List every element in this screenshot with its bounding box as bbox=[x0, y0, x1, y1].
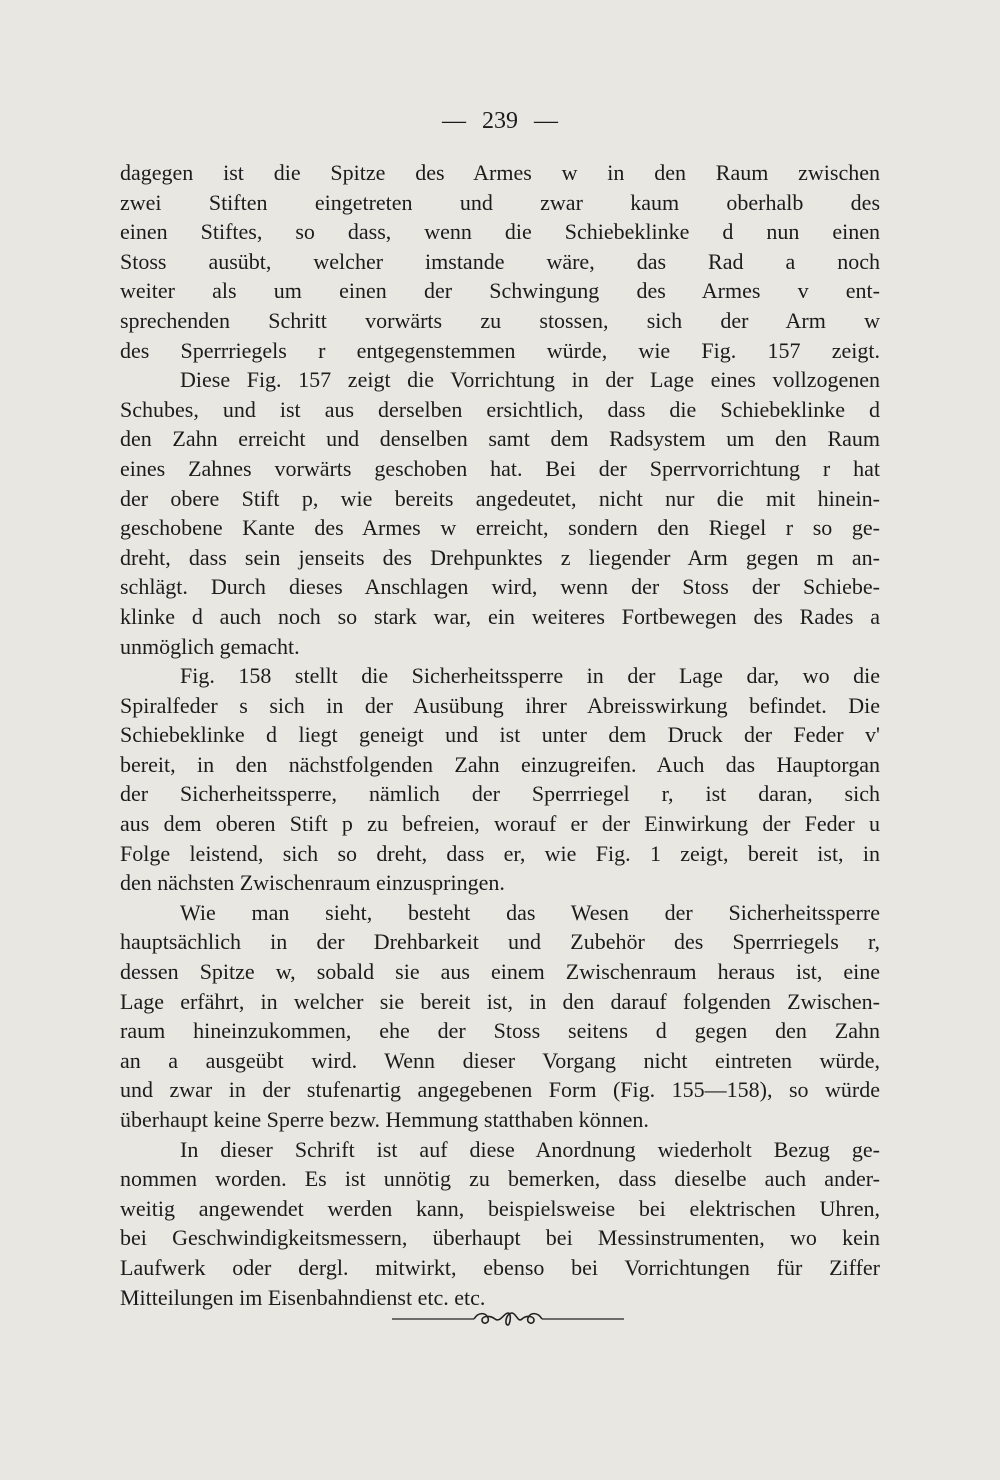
text-line: den nächsten Zwischenraum einzuspringen. bbox=[120, 870, 505, 896]
paragraph bbox=[120, 158, 880, 365]
text-line: Schubes, und ist aus derselben ersichtlich, dass die Schiebeklinke d bbox=[120, 396, 880, 422]
text-line: Folge leistend, sich so dreht, dass er, wie Fig. 1 zeigt, bereit ist, in bbox=[120, 840, 880, 866]
text-line: Schiebeklinke d liegt geneigt und ist unter dem Druck der Feder v' bbox=[120, 722, 880, 748]
text-line: den Zahn erreicht und denselben samt dem Radsystem um den Raum bbox=[120, 426, 880, 452]
text-line: Wie man sieht, besteht das Wesen der Sicherheitssperre bbox=[180, 899, 880, 925]
text-line: nommen worden. Es ist unnötig zu bemerken, dass dieselbe auch ander- bbox=[120, 1166, 880, 1192]
text-line: Spiralfeder s sich in der Ausübung ihrer Abreisswirkung befindet. Die bbox=[120, 692, 880, 718]
text-line: Fig. 158 stellt die Sicherheitssperre in der Lage dar, wo die bbox=[180, 663, 880, 689]
text-line: schlägt. Durch dieses Anschlagen wird, wenn der Stoss der Schiebe- bbox=[120, 574, 880, 600]
text-line: überhaupt keine Sperre bezw. Hemmung statthaben können. bbox=[120, 1107, 649, 1132]
text-line: klinke d auch noch so stark war, ein weiteres Fortbewegen des Rades a bbox=[120, 603, 880, 629]
paragraph bbox=[120, 661, 880, 898]
page-number: — 239 — bbox=[442, 108, 558, 134]
text-line: dreht, dass sein jenseits des Drehpunktes z liegender Arm gegen m an- bbox=[120, 544, 880, 570]
paragraph bbox=[120, 365, 880, 661]
text-line: weitig angewendet werden kann, beispielsweise bei elektrischen Uhren, bbox=[120, 1195, 880, 1221]
text-line: Stoss ausübt, welcher imstande wäre, das Rad a noch bbox=[120, 248, 880, 274]
text-line: unmöglich gemacht. bbox=[120, 633, 300, 659]
text-line: raum hineinzukommen, ehe der Stoss seitens d gegen den Zahn bbox=[120, 1018, 880, 1044]
text-line: Laufwerk oder dergl. mitwirkt, ebenso bei Vorrichtungen für Ziffer bbox=[120, 1254, 880, 1280]
text-line: zwei Stiften eingetreten und zwar kaum oberhalb des bbox=[120, 189, 880, 215]
text-line: der obere Stift p, wie bereits angedeutet, nicht nur die mit hinein- bbox=[120, 485, 880, 511]
text-line: und zwar in der stufenartig angegebenen Form (Fig. 155—158), so würde bbox=[120, 1077, 880, 1103]
text-line: bereit, in den nächstfolgenden Zahn einzugreifen. Auch das Hauptorgan bbox=[120, 751, 880, 777]
flourish-divider-icon bbox=[392, 1308, 624, 1330]
text-line: weiter als um einen der Schwingung des Armes v ent- bbox=[120, 278, 880, 304]
text-line: dessen Spitze w, sobald sie aus einem Zwischenraum heraus ist, eine bbox=[120, 959, 880, 985]
body-text bbox=[120, 158, 880, 1312]
text-line: sprechenden Schritt vorwärts zu stossen, sich der Arm w bbox=[120, 307, 880, 333]
text-line: Mitteilungen im Eisenbahndienst etc. etc. bbox=[120, 1284, 486, 1310]
text-line: bei Geschwindigkeitsmessern, überhaupt bei Messinstrumenten, wo kein bbox=[120, 1225, 880, 1251]
text-line: In dieser Schrift ist auf diese Anordnung wiederholt Bezug ge- bbox=[180, 1136, 880, 1162]
text-line: Lage erfährt, in welcher sie bereit ist, in den darauf folgenden Zwischen- bbox=[120, 988, 880, 1014]
text-line: hauptsächlich in der Drehbarkeit und Zubehör des Sperrriegels r, bbox=[120, 929, 880, 955]
text-line: aus dem oberen Stift p zu befreien, worauf er der Einwirkung der Feder u bbox=[120, 811, 880, 837]
text-line: geschobene Kante des Armes w erreicht, sondern den Riegel r so ge- bbox=[120, 515, 880, 541]
text-line: der Sicherheitssperre, nämlich der Sperrriegel r, ist daran, sich bbox=[120, 781, 880, 807]
text-line: eines Zahnes vorwärts geschoben hat. Bei der Sperrvorrichtung r hat bbox=[120, 455, 880, 481]
text-line: einen Stiftes, so dass, wenn die Schiebeklinke d nun einen bbox=[120, 219, 880, 245]
text-line: des Sperrriegels r entgegenstemmen würde, wie Fig. 157 zeigt. bbox=[120, 337, 880, 363]
paragraph bbox=[120, 898, 880, 1135]
text-line: an a ausgeübt wird. Wenn dieser Vorgang nicht eintreten würde, bbox=[120, 1047, 880, 1073]
paragraph bbox=[120, 1135, 880, 1313]
text-line: Diese Fig. 157 zeigt die Vorrichtung in der Lage eines vollzogenen bbox=[180, 367, 880, 393]
text-line: dagegen ist die Spitze des Armes w in den Raum zwischen bbox=[120, 160, 880, 185]
